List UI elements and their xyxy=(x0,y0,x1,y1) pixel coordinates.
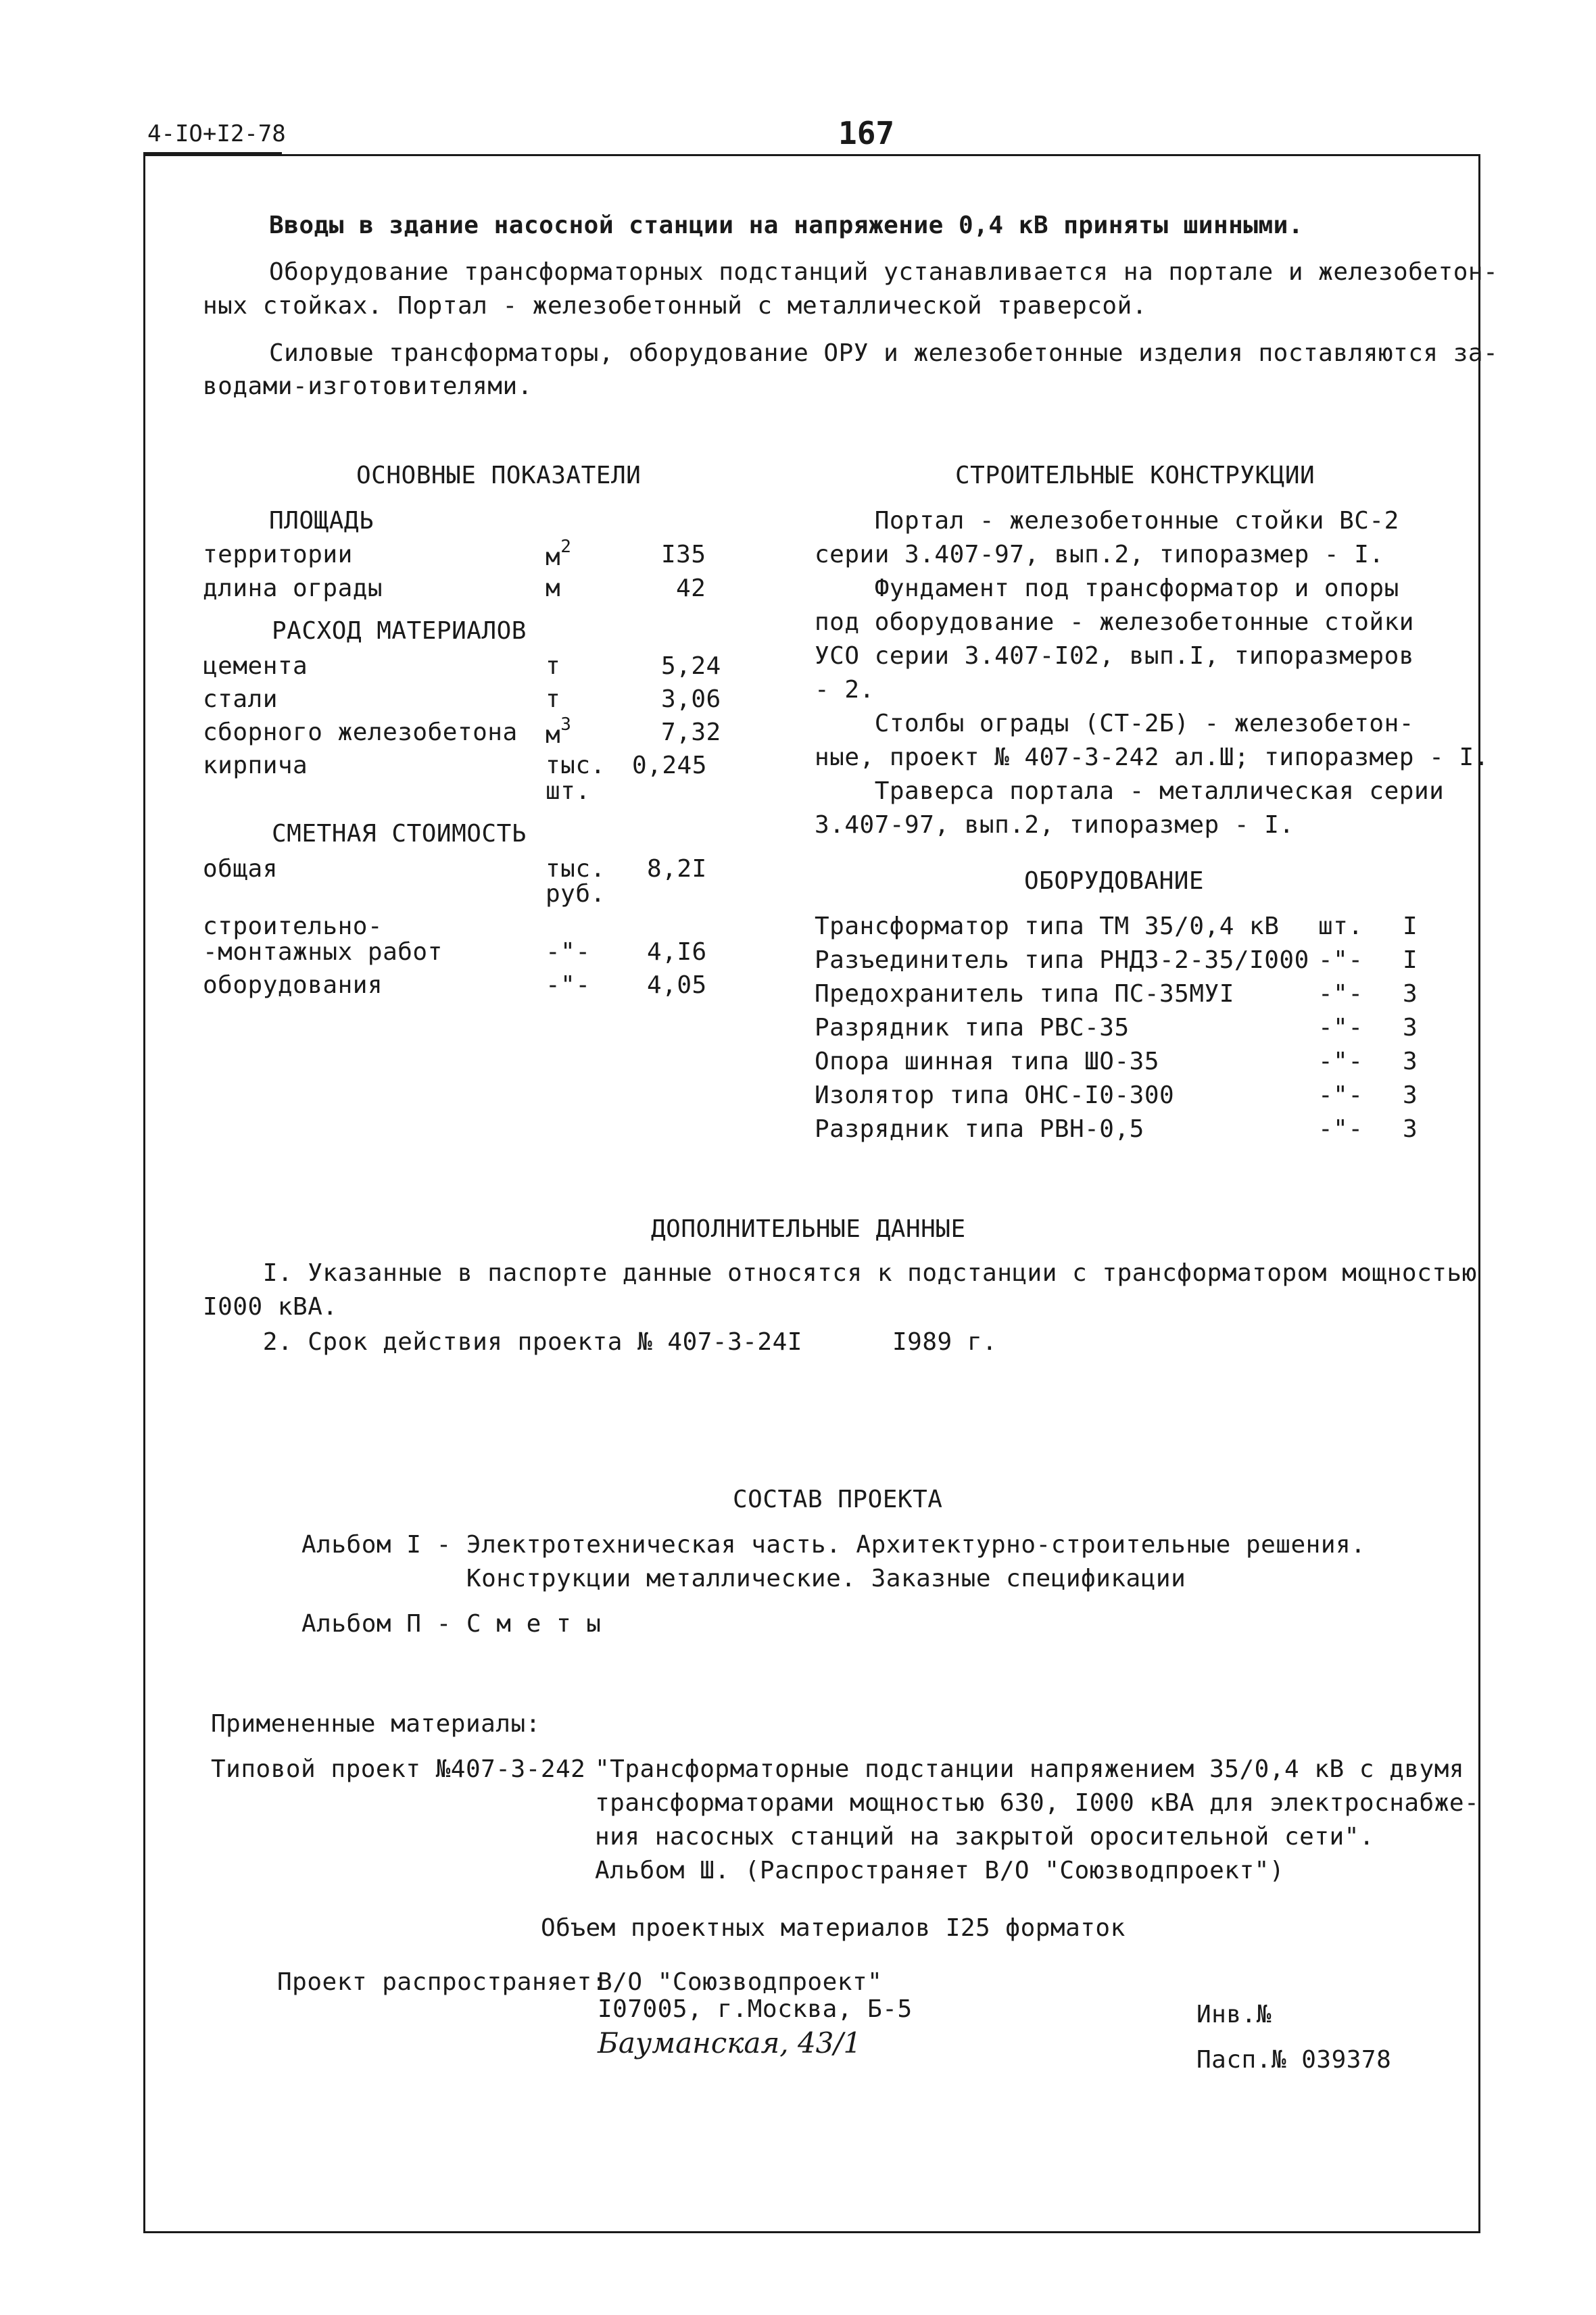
indicator-unit: т xyxy=(546,685,561,713)
indicator-value: 3,06 xyxy=(661,685,721,713)
indicator-unit: м xyxy=(546,575,561,602)
indicator-unit: -"- xyxy=(546,971,591,999)
equipment-unit: -"- xyxy=(1318,980,1363,1008)
composition-line: Альбом I - Электротехническая часть. Архитектурно-строительные решения. xyxy=(301,1531,1366,1559)
indicator-unit: $м^3$ xyxy=(546,714,572,749)
distribution-address: I07005, г.Москва, Б-5 xyxy=(598,1995,913,2023)
composition-line: Конструкции металлические. Заказные спецификации xyxy=(301,1565,1186,1592)
distribution-label: Проект распространяет: xyxy=(277,1968,607,1996)
document-code: 4-IO+I2-78 xyxy=(147,120,286,147)
constructions-line: ные, проект № 407-3-242 ал.Ш; типоразмер - I. xyxy=(815,744,1489,771)
constructions-line: серии 3.407-97, вып.2, типоразмер - I. xyxy=(815,541,1384,568)
equipment-qty: 3 xyxy=(1403,1115,1418,1143)
materials-used-title: Примененные материалы: xyxy=(211,1710,541,1738)
equipment-qty: I xyxy=(1403,946,1418,974)
volume-text: Объем проектных материалов I25 форматок xyxy=(541,1914,1126,1942)
constructions-line: - 2. xyxy=(815,676,875,704)
materials-title: РАСХОД МАТЕРИАЛОВ xyxy=(272,617,527,645)
constructions-line: Траверса портала - металлическая серии xyxy=(815,777,1445,805)
intro-line: водами-изготовителями. xyxy=(203,372,533,400)
indicator-unit: т xyxy=(546,652,561,680)
equipment-name: Трансформатор типа ТМ 35/0,4 кВ xyxy=(815,912,1280,940)
equipment-unit: -"- xyxy=(1318,1115,1363,1143)
indicator-value: 4,I6 xyxy=(647,938,707,966)
cost-title: СМЕТНАЯ СТОИМОСТЬ xyxy=(272,820,527,848)
indicator-unit: шт. xyxy=(546,777,591,805)
indicator-name: стали xyxy=(203,685,278,713)
additional-title: ДОПОЛНИТЕЛЬНЫЕ ДАННЫЕ xyxy=(651,1215,966,1243)
constructions-line: Столбы ограды (СТ-2Б) - железобетон- xyxy=(815,710,1414,737)
passport-number: Пасп.№ 039378 xyxy=(1196,2046,1392,2074)
equipment-unit: -"- xyxy=(1318,946,1363,974)
equipment-qty: 3 xyxy=(1403,1081,1418,1109)
page-number: 167 xyxy=(838,115,895,151)
intro-line: Вводы в здание насосной станции на напряжение 0,4 кВ приняты шинными. xyxy=(269,212,1303,239)
constructions-line: под оборудование - железобетонные стойки xyxy=(815,608,1414,636)
equipment-qty: 3 xyxy=(1403,1048,1418,1075)
constructions-line: 3.407-97, вып.2, типоразмер - I. xyxy=(815,811,1295,839)
equipment-unit: -"- xyxy=(1318,1048,1363,1075)
indicator-unit: тыс. xyxy=(546,855,606,883)
indicator-name: кирпича xyxy=(203,752,308,779)
constructions-line: УСО серии 3.407-I02, вып.I, типоразмеров xyxy=(815,642,1414,670)
additional-line: I. Указанные в паспорте данные относятся к подстанции с трансформатором мощностью xyxy=(203,1259,1477,1287)
indicator-value: 5,24 xyxy=(661,652,721,680)
indicator-name: цемента xyxy=(203,652,308,680)
indicator-name: длина ограды xyxy=(203,575,383,602)
indicator-name: оборудования xyxy=(203,971,383,999)
materials-used-line: Альбом Ш. (Распространяет В/О "Союзводпроект") xyxy=(595,1857,1284,1884)
equipment-qty: I xyxy=(1403,912,1418,940)
constructions-line: Портал - железобетонные стойки ВС-2 xyxy=(815,507,1399,535)
indicator-unit: тыс. xyxy=(546,752,606,779)
distribution-org: В/О "Союзводпроект" xyxy=(598,1968,883,1996)
inventory-number: Инв.№ xyxy=(1196,2001,1272,2028)
composition-line: Альбом П - С м е т ы xyxy=(301,1610,602,1638)
distribution-address-handwritten: Бауманская, 43/1 xyxy=(598,2026,862,2060)
equipment-title: ОБОРУДОВАНИЕ xyxy=(1024,867,1205,895)
indicator-unit: $м^2$ xyxy=(546,537,572,571)
indicator-name: территории xyxy=(203,541,353,568)
equipment-name: Разрядник типа РВС-35 xyxy=(815,1014,1130,1042)
additional-line: I000 кВА. xyxy=(203,1293,338,1321)
equipment-qty: 3 xyxy=(1403,980,1418,1008)
equipment-name: Изолятор типа ОНС-I0-300 xyxy=(815,1081,1175,1109)
indicator-value: I35 xyxy=(661,541,706,568)
equipment-name: Предохранитель типа ПС-35МУI xyxy=(815,980,1234,1008)
composition-title: СОСТАВ ПРОЕКТА xyxy=(733,1486,943,1513)
intro-line: ных стойках. Портал - железобетонный с металлической траверсой. xyxy=(203,292,1147,320)
materials-used-label: Типовой проект №407-3-242 xyxy=(211,1755,586,1783)
indicator-value: 42 xyxy=(676,575,706,602)
equipment-unit: -"- xyxy=(1318,1014,1363,1042)
indicator-value: 8,2I xyxy=(647,855,707,883)
indicator-unit: -"- xyxy=(546,938,591,966)
additional-line: 2. Срок действия проекта № 407-3-24I I989 г. xyxy=(203,1328,998,1356)
indicator-value: 0,245 xyxy=(632,752,707,779)
equipment-unit: шт. xyxy=(1318,912,1363,940)
materials-used-line: ния насосных станций на закрытой оросительной сети". xyxy=(595,1823,1375,1851)
indicators-title: ОСНОВНЫЕ ПОКАЗАТЕЛИ xyxy=(356,462,642,489)
equipment-name: Опора шинная типа ШО-35 xyxy=(815,1048,1159,1075)
intro-line: Оборудование трансформаторных подстанций устанавливается на портале и железобетон- xyxy=(269,258,1499,286)
equipment-name: Разрядник типа РВН-0,5 xyxy=(815,1115,1144,1143)
constructions-line: Фундамент под трансформатор и опоры xyxy=(815,575,1399,602)
equipment-name: Разъединитель типа РНДЗ-2-35/I000 xyxy=(815,946,1309,974)
equipment-unit: -"- xyxy=(1318,1081,1363,1109)
materials-used-line: трансформаторами мощностью 630, I000 кВА для электроснабже- xyxy=(595,1789,1480,1817)
indicator-value: 7,32 xyxy=(661,718,721,746)
indicator-name: общая xyxy=(203,855,278,883)
materials-used-line: "Трансформаторные подстанции напряжением 35/0,4 кВ с двумя xyxy=(595,1755,1465,1783)
indicator-name: сборного железобетона xyxy=(203,718,518,746)
indicator-unit: руб. xyxy=(546,880,606,908)
indicator-name: строительно- xyxy=(203,912,383,940)
indicator-value: 4,05 xyxy=(647,971,707,999)
indicator-name: -монтажных работ xyxy=(203,938,443,966)
constructions-title: СТРОИТЕЛЬНЫЕ КОНСТРУКЦИИ xyxy=(955,462,1315,489)
equipment-qty: 3 xyxy=(1403,1014,1418,1042)
intro-line: Силовые трансформаторы, оборудование ОРУ и железобетонные изделия поставляются за- xyxy=(269,339,1499,367)
area-title: ПЛОЩАДЬ xyxy=(269,507,374,535)
